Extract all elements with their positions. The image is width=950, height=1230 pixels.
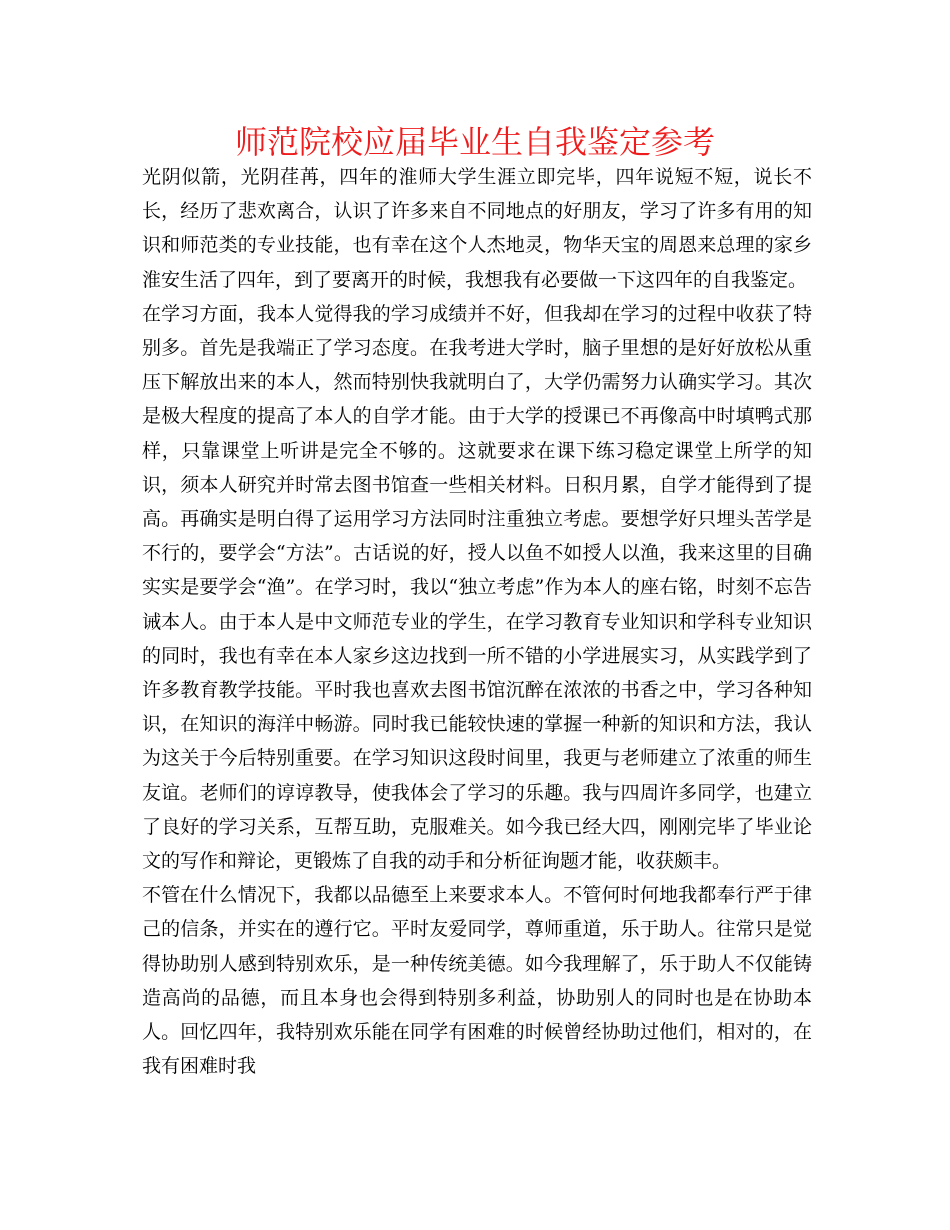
- paragraph-intro: 光阴似箭，光阴荏苒，四年的淮师大学生涯立即完毕，四年说短不短，说长不长，经历了悲欢离合，认识了许多来自不同地点的好朋友，学习了许多有用的知识和师范类的专业技能，也有幸在这个人杰地灵，物华天宝的周恩来总理的家乡淮安生活了四年，到了要离开的时候，我想我有必要做一下这四年的自我鉴定。: [142, 166, 812, 291]
- page-title: 师范院校应届毕业生自我鉴定参考: [234, 123, 715, 161]
- paragraph-study: 在学习方面，我本人觉得我的学习成绩并不好，但我却在学习的过程中收获了特别多。首先是我端正了学习态度。在我考进大学时，脑子里想的是好好放松从重压下解放出来的本人，然而特别快我就明白了，大学仍需努力认确实学习。其次是极大程度的提高了本人的自学才能。由于大学的授课已不再像高中时填鸭式那样，只靠课堂上听讲是完全不够的。这就要求在课下练习稳定课堂上所学的知识，须本人研究并时常去图书馆查一些相关材料。日积月累，自学才能得到了提高。再确实是明白得了运用学习方法同时注重独立考虑。要想学好只埋头苦学是不行的，要学会“方法”。古话说的好，授人以鱼不如授人以渔，我来这里的目确实实是要学会“渔”。在学习时，我以“独立考虑”作为本人的座右铭，时刻不忘告诫本人。由于本人是中文师范专业的学生，在学习教育专业知识和学科专业知识的同时，我也有幸在本人家乡这边找到一所不错的小学进展实习，从实践学到了许多教育教学技能。平时我也喜欢去图书馆沉醉在浓浓的书香之中，学习各种知识，在知识的海洋中畅游。同时我已能较快速的掌握一种新的知识和方法，我认为这关于今后特别重要。在学习知识这段时间里，我更与老师建立了浓重的师生友谊。老师们的谆谆教导，使我体会了学习的乐趣。我与四周许多同学，也建立了良好的学习关系，互帮互助，克服难关。如今我已经大四，刚刚完毕了毕业论文的写作和辩论，更锻炼了自我的动手和分析征询题才能，收获颇丰。: [142, 302, 812, 873]
- document-body: [142, 160, 812, 1083]
- paragraph-morality: 不管在什么情况下，我都以品德至上来要求本人。不管何时何地我都奉行严于律己的信条，并实在的遵行它。平时友爱同学，尊师重道，乐于助人。往常只是觉得协助别人感到特别欢乐，是一种传统美德。如今我理解了，乐于助人不仅能铸造高尚的品德，而且本身也会得到特别多利益，协助别人的同时也是在协助本人。回忆四年，我特别欢乐能在同学有困难的时候曾经协助过他们，相对的，在我有困难时我: [142, 884, 812, 1078]
